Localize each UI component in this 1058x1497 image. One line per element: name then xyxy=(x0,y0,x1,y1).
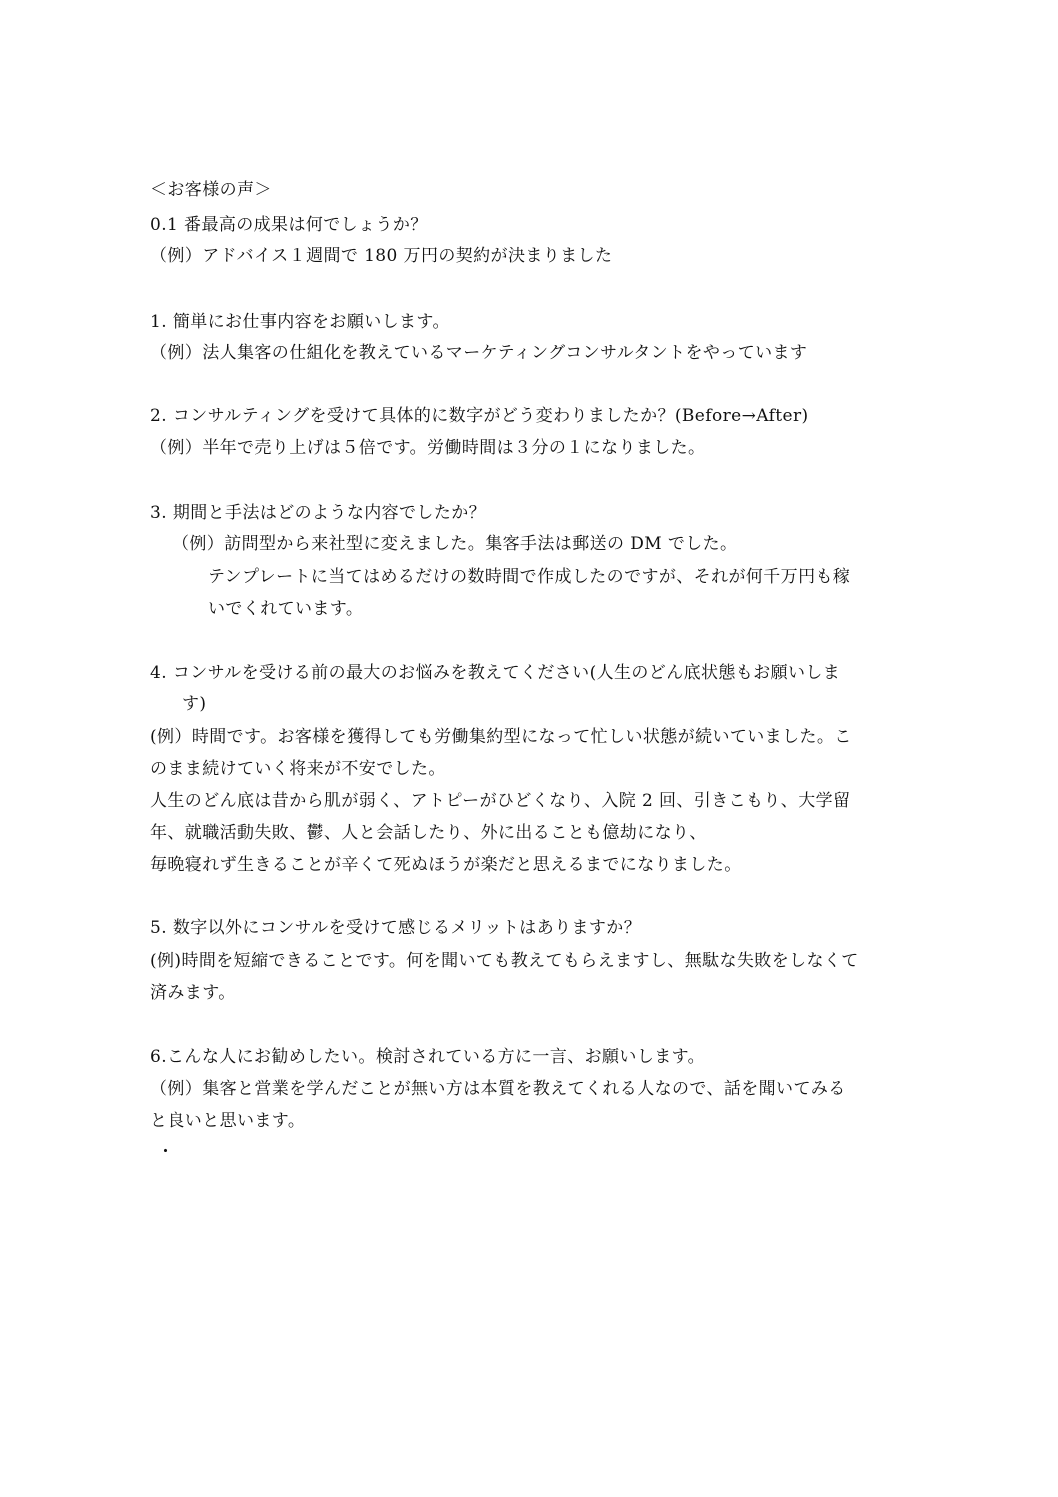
question-2: 2. コンサルティングを受けて具体的に数字がどう変わりましたか？(Before→After) xyxy=(150,406,809,426)
question-5: 5. 数字以外にコンサルを受けて感じるメリットはありますか？ xyxy=(150,918,642,938)
answer-4-line-2: のまま続けていく将来が不安でした。 xyxy=(150,759,446,779)
answer-0: （例）アドバイス１週間で 180 万円の契約が決まりました xyxy=(150,246,613,266)
answer-3-line-2: テンプレートに当てはめるだけの数時間で作成したのですが、それが何千万円も稼 xyxy=(208,567,851,587)
answer-5-line-2: 済みます。 xyxy=(150,983,236,1003)
answer-4-line-4: 年、就職活動失敗、鬱、人と会話したり、外に出ることも億劫になり、 xyxy=(150,823,707,843)
question-1: 1. 簡単にお仕事内容をお願いします。 xyxy=(150,312,450,332)
answer-3-line-1: （例）訪問型から来社型に変えました。集客手法は郵送の DM でした。 xyxy=(172,534,738,554)
document-heading: ＜お客様の声＞ xyxy=(150,180,272,200)
answer-6-line-2: と良いと思います。 xyxy=(150,1111,306,1131)
answer-4-line-1: (例）時間です。お客様を獲得しても労働集約型になって忙しい状態が続いていました。こ xyxy=(150,727,852,747)
question-0: 0.1 番最高の成果は何でしょうか？ xyxy=(150,215,428,235)
question-4-line-2: す) xyxy=(182,694,207,714)
question-6: 6.こんな人にお勧めしたい。検討されている方に一言、お願いします。 xyxy=(150,1047,706,1067)
question-4-line-1: 4. コンサルを受ける前の最大のお悩みを教えてください(人生のどん底状態もお願いしま xyxy=(150,663,841,683)
answer-6-line-1: （例）集客と営業を学んだことが無い方は本質を教えてくれる人なので、話を聞いてみる xyxy=(150,1079,846,1099)
answer-2: （例）半年で売り上げは５倍です。労働時間は３分の１になりました。 xyxy=(150,438,706,458)
answer-1: （例）法人集客の仕組化を教えているマーケティングコンサルタントをやっています xyxy=(150,343,808,363)
answer-5-line-1: (例)時間を短縮できることです。何を聞いても教えてもらえますし、無駄な失敗をしなくて xyxy=(150,951,859,971)
bullet-point: ・ xyxy=(157,1142,174,1162)
answer-4-line-3: 人生のどん底は昔から肌が弱く、アトピーがひどくなり、入院 2 回、引きこもり、大学留 xyxy=(150,791,851,811)
question-3: 3. 期間と手法はどのような内容でしたか？ xyxy=(150,503,487,523)
answer-3-line-3: いでくれています。 xyxy=(208,599,364,619)
answer-4-line-5: 毎晩寝れず生きることが辛くて死ぬほうが楽だと思えるまでになりました。 xyxy=(150,855,742,875)
